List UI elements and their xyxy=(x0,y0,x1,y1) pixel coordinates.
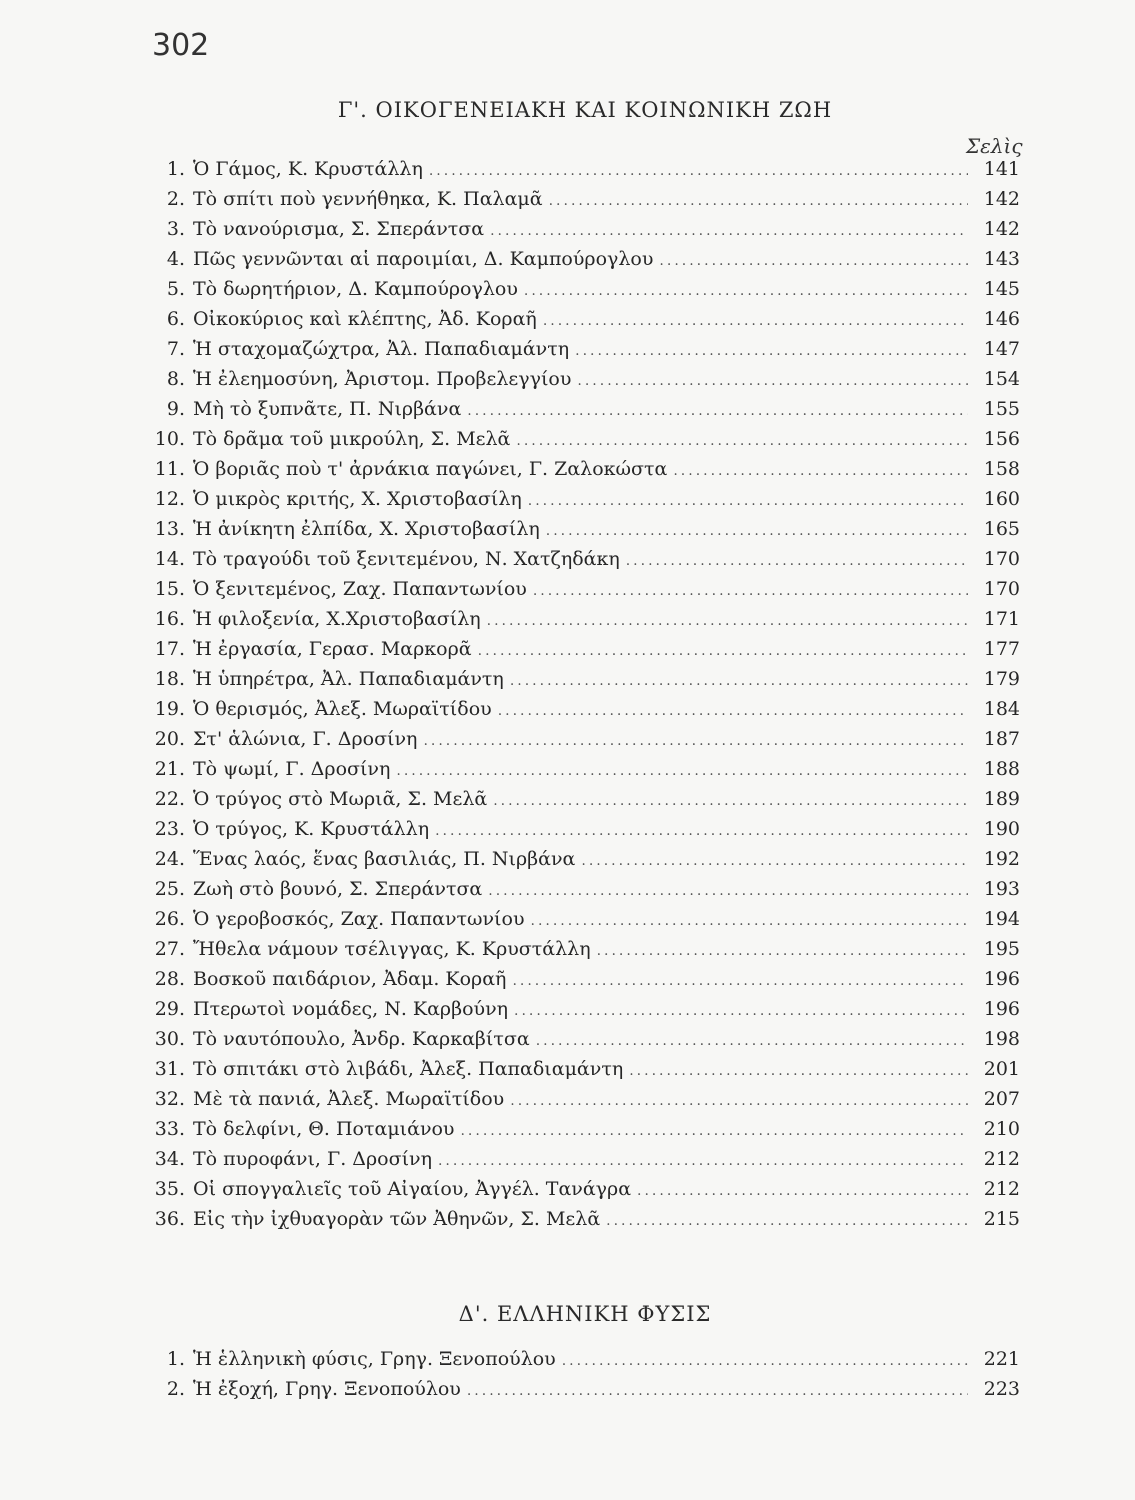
table-of-contents-section-1 xyxy=(140,158,1020,1238)
dot-leader xyxy=(510,1093,968,1109)
toc-entry xyxy=(140,278,1020,308)
dot-leader xyxy=(487,613,968,629)
toc-entry-title: Ἡ ἀνίκητη ἐλπίδα, Χ. Χριστοβασίλη xyxy=(193,518,540,540)
toc-entry-page: 156 xyxy=(983,428,1020,450)
toc-entry-title: Ὁ θερισμός, Ἀλεξ. Μωραϊτίδου xyxy=(193,698,492,720)
toc-entry-title: Τὸ νανούρισμα, Σ. Σπεράντσα xyxy=(193,218,485,240)
toc-entry-title: Οἰκοκύριος καὶ κλέπτης, Ἀδ. Κοραῆ xyxy=(193,308,537,330)
dot-leader xyxy=(533,583,968,599)
toc-entry-title: Πτερωτοὶ νομάδες, Ν. Καρβούνη xyxy=(193,998,509,1020)
toc-entry-title: Μὲ τὰ πανιά, Ἀλεξ. Μωραϊτίδου xyxy=(193,1088,505,1110)
dot-leader xyxy=(510,673,968,689)
toc-entry-page: 141 xyxy=(983,158,1020,180)
toc-entry-number: 31. xyxy=(154,1058,185,1080)
dot-leader xyxy=(629,1063,968,1079)
toc-entry-page: 196 xyxy=(983,998,1020,1020)
toc-entry-title: Ὁ γεροβοσκός, Ζαχ. Παπαντωνίου xyxy=(193,908,525,930)
toc-entry-page: 189 xyxy=(983,788,1020,810)
toc-entry xyxy=(140,728,1020,758)
toc-entry xyxy=(140,1348,1020,1378)
toc-entry-number: 23. xyxy=(154,818,185,840)
toc-entry-page: 196 xyxy=(983,968,1020,990)
dot-leader xyxy=(626,553,968,569)
toc-entry xyxy=(140,1118,1020,1148)
toc-entry-page: 143 xyxy=(983,248,1020,270)
toc-entry-number: 2. xyxy=(166,1378,185,1400)
toc-entry-page: 170 xyxy=(983,578,1020,600)
toc-entry-number: 25. xyxy=(154,878,185,900)
toc-entry-title: Ἡ σταχομαζώχτρα, Ἀλ. Παπαδιαμάντη xyxy=(193,338,570,360)
dot-leader xyxy=(597,943,968,959)
toc-entry-title: Ἡ ὑπηρέτρα, Ἀλ. Παπαδιαμάντη xyxy=(193,668,504,690)
dot-leader xyxy=(528,493,968,509)
toc-entry xyxy=(140,1208,1020,1238)
toc-entry xyxy=(140,998,1020,1028)
toc-entry xyxy=(140,548,1020,578)
toc-entry-number: 16. xyxy=(154,608,185,630)
toc-entry xyxy=(140,338,1020,368)
section-title-greek-nature: Δ'. ΕΛΛΗΝΙΚΗ ΦΥΣΙΣ xyxy=(458,1302,712,1326)
toc-entry xyxy=(140,398,1020,428)
toc-entry-title: Τὸ δωρητήριον, Δ. Καμπούρογλου xyxy=(193,278,518,300)
toc-entry-title: Ἤθελα νάμουν τσέλιγγας, Κ. Κρυστάλλη xyxy=(193,938,591,960)
toc-entry xyxy=(140,158,1020,188)
toc-entry-number: 32. xyxy=(154,1088,185,1110)
toc-entry-number: 20. xyxy=(154,728,185,750)
section-title-family-social-life: Γ'. ΟΙΚΟΓΕΝΕΙΑΚΗ ΚΑΙ ΚΟΙΝΩΝΙΚΗ ΖΩΗ xyxy=(337,98,833,122)
dot-leader xyxy=(546,523,968,539)
toc-entry-title: Βοσκοῦ παιδάριον, Ἀδαμ. Κοραῆ xyxy=(193,968,507,990)
toc-entry-page: 184 xyxy=(983,698,1020,720)
toc-entry-page: 154 xyxy=(983,368,1020,390)
toc-entry-page: 223 xyxy=(983,1378,1020,1400)
toc-entry xyxy=(140,638,1020,668)
toc-entry xyxy=(140,578,1020,608)
toc-entry-number: 24. xyxy=(154,848,185,870)
toc-entry xyxy=(140,1378,1020,1408)
toc-entry-page: 192 xyxy=(983,848,1020,870)
toc-entry-title: Ἕνας λαός, ἕνας βασιλιάς, Π. Νιρβάνα xyxy=(193,848,576,870)
toc-entry-number: 15. xyxy=(154,578,185,600)
toc-entry-number: 6. xyxy=(166,308,185,330)
toc-entry-title: Στ' ἁλώνια, Γ. Δροσίνη xyxy=(193,728,418,750)
dot-leader xyxy=(606,1213,968,1229)
toc-entry-number: 8. xyxy=(166,368,185,390)
toc-entry xyxy=(140,698,1020,728)
dot-leader xyxy=(673,463,968,479)
toc-entry-page: 179 xyxy=(983,668,1020,690)
toc-entry-title: Ἡ ἐξοχή, Γρηγ. Ξενοπούλου xyxy=(193,1378,461,1400)
toc-entry-number: 19. xyxy=(154,698,185,720)
toc-entry-page: 142 xyxy=(983,188,1020,210)
toc-entry-title: Οἱ σπογγαλιεῖς τοῦ Αἰγαίου, Ἀγγέλ. Τανάγρα xyxy=(193,1178,632,1200)
toc-entry-page: 187 xyxy=(983,728,1020,750)
dot-leader xyxy=(396,763,968,779)
dot-leader xyxy=(488,883,968,899)
toc-entry-page: 201 xyxy=(983,1058,1020,1080)
toc-entry-page: 215 xyxy=(983,1208,1020,1230)
dot-leader xyxy=(498,703,968,719)
toc-entry-page: 190 xyxy=(983,818,1020,840)
dot-leader xyxy=(562,1353,968,1369)
toc-entry-number: 1. xyxy=(166,1348,185,1370)
toc-entry-page: 158 xyxy=(983,458,1020,480)
toc-entry-title: Τὸ τραγούδι τοῦ ξενιτεμένου, Ν. Χατζηδάκη xyxy=(193,548,620,570)
dot-leader xyxy=(478,643,968,659)
toc-entry xyxy=(140,668,1020,698)
dot-leader xyxy=(577,373,968,389)
toc-entry-title: Τὸ ψωμί, Γ. Δροσίνη xyxy=(193,758,391,780)
toc-entry-number: 17. xyxy=(154,638,185,660)
toc-entry xyxy=(140,218,1020,248)
dot-leader xyxy=(575,343,968,359)
toc-entry-number: 12. xyxy=(154,488,185,510)
toc-entry xyxy=(140,1088,1020,1118)
dot-leader xyxy=(467,403,968,419)
toc-entry-page: 171 xyxy=(983,608,1020,630)
toc-entry-page: 193 xyxy=(983,878,1020,900)
toc-entry-title: Μὴ τὸ ξυπνᾶτε, Π. Νιρβάνα xyxy=(193,398,462,420)
toc-entry xyxy=(140,1028,1020,1058)
page-number: 302 xyxy=(152,28,210,63)
dot-leader xyxy=(531,913,969,929)
toc-entry-page: 221 xyxy=(983,1348,1020,1370)
toc-entry-number: 2. xyxy=(166,188,185,210)
toc-entry xyxy=(140,908,1020,938)
toc-entry-number: 26. xyxy=(154,908,185,930)
toc-entry-page: 155 xyxy=(983,398,1020,420)
toc-entry xyxy=(140,368,1020,398)
dot-leader xyxy=(516,433,968,449)
toc-entry-page: 177 xyxy=(983,638,1020,660)
toc-entry-title: Τὸ δελφίνι, Θ. Ποταμιάνου xyxy=(193,1118,455,1140)
toc-entry-title: Ἡ ἑλληνικὴ φύσις, Γρηγ. Ξενοπούλου xyxy=(193,1348,556,1370)
toc-entry xyxy=(140,458,1020,488)
dot-leader xyxy=(514,1003,968,1019)
toc-entry xyxy=(140,308,1020,338)
toc-entry-title: Τὸ ναυτόπουλο, Ἀνδρ. Καρκαβίτσα xyxy=(193,1028,530,1050)
toc-entry-number: 33. xyxy=(154,1118,185,1140)
dot-leader xyxy=(490,223,968,239)
toc-entry-title: Εἰς τὴν ἰχθυαγορὰν τῶν Ἀθηνῶν, Σ. Μελᾶ xyxy=(193,1208,601,1230)
toc-entry xyxy=(140,488,1020,518)
toc-entry-number: 5. xyxy=(166,278,185,300)
pages-column-header: Σελὶς xyxy=(966,134,1023,158)
toc-entry-number: 29. xyxy=(154,998,185,1020)
toc-entry xyxy=(140,938,1020,968)
toc-entry-title: Τὸ σπιτάκι στὸ λιβάδι, Ἀλεξ. Παπαδιαμάντη xyxy=(193,1058,624,1080)
toc-entry-number: 27. xyxy=(154,938,185,960)
toc-entry xyxy=(140,878,1020,908)
dot-leader xyxy=(581,853,968,869)
toc-entry-number: 36. xyxy=(154,1208,185,1230)
dot-leader xyxy=(493,793,968,809)
toc-entry-page: 160 xyxy=(983,488,1020,510)
toc-entry-page: 195 xyxy=(983,938,1020,960)
toc-entry xyxy=(140,968,1020,998)
toc-entry xyxy=(140,1178,1020,1208)
toc-entry-title: Τὸ σπίτι ποὺ γεννήθηκα, Κ. Παλαμᾶ xyxy=(193,188,543,210)
toc-entry-number: 30. xyxy=(154,1028,185,1050)
dot-leader xyxy=(659,253,968,269)
toc-entry-page: 194 xyxy=(983,908,1020,930)
toc-entry xyxy=(140,848,1020,878)
toc-entry-page: 198 xyxy=(983,1028,1020,1050)
dot-leader xyxy=(543,313,968,329)
toc-entry xyxy=(140,188,1020,218)
toc-entry-number: 4. xyxy=(166,248,185,270)
toc-entry xyxy=(140,1058,1020,1088)
toc-entry-number: 28. xyxy=(154,968,185,990)
table-of-contents-section-2 xyxy=(140,1348,1020,1408)
dot-leader xyxy=(467,1383,968,1399)
toc-entry-number: 11. xyxy=(154,458,185,480)
toc-entry-title: Ὁ τρύγος στὸ Μωριᾶ, Σ. Μελᾶ xyxy=(193,788,488,810)
dot-leader xyxy=(524,283,968,299)
dot-leader xyxy=(435,823,968,839)
toc-entry xyxy=(140,428,1020,458)
toc-entry xyxy=(140,788,1020,818)
toc-entry xyxy=(140,248,1020,278)
dot-leader xyxy=(637,1183,968,1199)
toc-entry-page: 145 xyxy=(983,278,1020,300)
toc-entry-number: 9. xyxy=(166,398,185,420)
dot-leader xyxy=(429,163,968,179)
dot-leader xyxy=(438,1153,968,1169)
toc-entry-title: Ὁ βοριᾶς ποὺ τ' ἀρνάκια παγώνει, Γ. Ζαλοκώστα xyxy=(193,458,668,480)
toc-entry-page: 210 xyxy=(983,1118,1020,1140)
toc-entry-number: 18. xyxy=(154,668,185,690)
toc-entry-number: 21. xyxy=(154,758,185,780)
toc-entry-number: 7. xyxy=(166,338,185,360)
toc-entry-page: 188 xyxy=(983,758,1020,780)
toc-entry-number: 14. xyxy=(154,548,185,570)
toc-entry-number: 3. xyxy=(166,218,185,240)
toc-entry-title: Ὁ τρύγος, Κ. Κρυστάλλη xyxy=(193,818,430,840)
toc-entry-number: 13. xyxy=(154,518,185,540)
toc-entry-number: 34. xyxy=(154,1148,185,1170)
dot-leader xyxy=(460,1123,968,1139)
toc-entry-title: Ἡ ἐργασία, Γερασ. Μαρκορᾶ xyxy=(193,638,472,660)
toc-entry-title: Ὁ μικρὸς κριτής, Χ. Χριστοβασίλη xyxy=(193,488,522,510)
toc-entry-number: 1. xyxy=(166,158,185,180)
toc-entry-title: Ἡ φιλοξενία, Χ.Χριστοβασίλη xyxy=(193,608,481,630)
toc-entry-title: Πῶς γεννῶνται αἱ παροιμίαι, Δ. Καμπούρογλου xyxy=(193,248,654,270)
toc-entry-title: Ζωὴ στὸ βουνό, Σ. Σπεράντσα xyxy=(193,878,483,900)
dot-leader xyxy=(423,733,968,749)
toc-entry-title: Ἡ ἐλεημοσύνη, Ἀριστομ. Προβελεγγίου xyxy=(193,368,572,390)
toc-entry-title: Ὁ Γάμος, Κ. Κρυστάλλη xyxy=(193,158,423,180)
toc-entry-number: 35. xyxy=(154,1178,185,1200)
toc-entry-number: 22. xyxy=(154,788,185,810)
toc-entry-title: Τὸ δρᾶμα τοῦ μικρούλη, Σ. Μελᾶ xyxy=(193,428,511,450)
toc-entry-page: 142 xyxy=(983,218,1020,240)
toc-entry-title: Τὸ πυροφάνι, Γ. Δροσίνη xyxy=(193,1148,432,1170)
toc-entry xyxy=(140,818,1020,848)
toc-entry-page: 147 xyxy=(983,338,1020,360)
dot-leader xyxy=(512,973,968,989)
toc-entry-page: 207 xyxy=(983,1088,1020,1110)
toc-entry-page: 212 xyxy=(983,1178,1020,1200)
toc-entry-page: 146 xyxy=(983,308,1020,330)
toc-entry xyxy=(140,1148,1020,1178)
toc-entry xyxy=(140,608,1020,638)
toc-entry-page: 212 xyxy=(983,1148,1020,1170)
toc-entry xyxy=(140,758,1020,788)
toc-entry-page: 165 xyxy=(983,518,1020,540)
toc-entry-page: 170 xyxy=(983,548,1020,570)
toc-entry-title: Ὁ ξενιτεμένος, Ζαχ. Παπαντωνίου xyxy=(193,578,527,600)
toc-entry xyxy=(140,518,1020,548)
toc-entry-number: 10. xyxy=(154,428,185,450)
dot-leader xyxy=(549,193,968,209)
dot-leader xyxy=(536,1033,968,1049)
